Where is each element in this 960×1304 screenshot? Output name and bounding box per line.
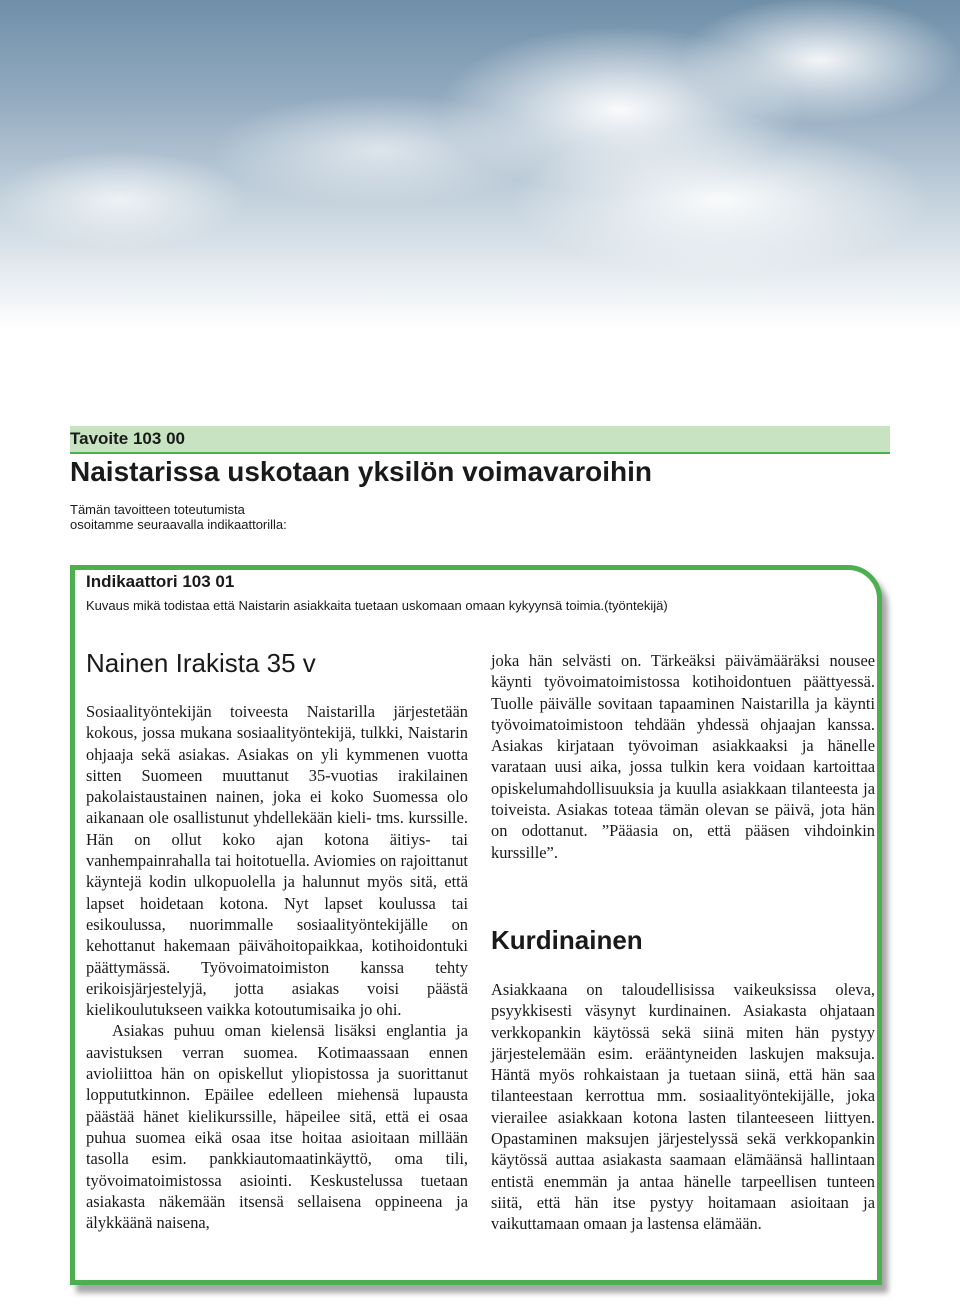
goal-label: Tavoite 103 00 <box>70 429 185 448</box>
case2-heading: Kurdinainen <box>491 925 643 955</box>
case1-paragraph-3: joka hän selvästi on. Tärkeäksi päivämääräksi nousee käynti työvoimatoimistossa kotihoidontuen päättyessä. Tuolle päivälle sovitaan tapaaminen Naistarilla ja käynti työvoimatoimistoon tehdään yhdessä ohjaajan kanssa. Asiakas kirjataan työvoiman asiakkaaksi ja hänelle varataan uusi aika, jossa tulkin kera voidaan kartoittaa opiskelumahdollisuuksia ja kuulla asiakkaan tilanteesta ja toiveista. Asiakas toteaa tämän olevan se päivä, jota hän on odottanut. ”Pääasia on, että pääsen vihdoinkin kurssille”. <box>491 651 875 862</box>
case1-paragraph-2: Asiakas puhuu oman kielensä lisäksi englantia ja aavistuksen verran suomea. Kotimaassaan ennen avioliittoa hän on opiskellut yliopistossa ja suorittanut loppututkinnon. Epäilee edelleen miehensä lupausta päästää hänet kielikurssille, häpeilee sitä, että ei osaa puhua suomea eikä osaa itse hoitaa asioitaan millään tasolla esim. pankkiautomaatinkäyttö, oma tili, työvoimatoimistossa asiointi. Keskustelussa tuetaan asiakasta näkemään itsensä sellaisena oppineena ja älykkäänä naisena, <box>86 1021 468 1233</box>
case1-heading: Nainen Irakista 35 v <box>86 648 316 678</box>
case2-paragraph: Asiakkaana on taloudellisissa vaikeuksissa oleva, psyykkisesti väsynyt kurdinainen. Asiakasta ohjataan verkkopankin käytössä sekä siinä miten hän pystyy järjestelemään esim. erääntyneiden laskujen maksuja. Häntä myös rohkaistaan ja tuetaan siinä, että hän saa tilanteestaan kerrottua mm. sosiaalityöntekijälle, joka vierailee asiakkaan kotona lasten tilanteeseen liittyen. Opastaminen maksujen järjestelyssä sekä verkkopankin käytössä auttaa asiakasta saamaan elämäänsä hallintaan entistä enemmän ja antaa hänelle tarpeellisen tunteen siitä, että hän itse pystyy hoitamaan asioitaan ja vaikuttamaan omaan ja lastensa elämään. <box>491 980 875 1234</box>
case1-left-column <box>86 701 468 1233</box>
case2-column <box>491 979 875 1235</box>
indicator-description: Kuvaus mikä todistaa että Naistarin asiakkaita tuetaan uskomaan omaan kykyynsä toimia.(työntekijä) <box>86 598 668 613</box>
goal-header-band <box>70 426 890 454</box>
indicator-title: Indikaattori 103 01 <box>86 572 235 591</box>
case1-paragraph-1: Sosiaalityöntekijän toiveesta Naistarilla järjestetään kokous, jossa mukana sosiaalityöntekijä, tulkki, Naistarin ohjaaja sekä asiakas. Asiakas on yli kymmenen vuotta sitten Suomeen muuttanut 35-vuotias irakilainen pakolaistaustainen nainen, joka ei koko Suomessa olo aikanaan ole osallistunut yhdellekään kieli- tms. kurssille. Hän on ollut koko ajan kotona äitiys- tai vanhempainrahalla tai hoitotuella. Aviomies on rajoittanut käyntejä kodin ulkopuolella ja halunnut myös sitä, että lapset hoidetaan kotona. Nyt lapset koulussa tai esikoulussa, nuorimmalle sosiaalityöntekijälle on kehottanut hakemaan päivähoitopaikkaa, kotihoidontuki päättymässä. Työvoimatoimiston kanssa tehty erikoisjärjestelyjä, jotta asiakas voisi päästä kielikoulutukseen vaikka kotoutumisaika jo ohi. <box>86 702 468 1020</box>
intro-line-1: Tämän tavoitteen toteutumista <box>70 502 245 517</box>
intro-text <box>70 502 287 532</box>
case1-right-column <box>491 650 875 863</box>
sky-background-image <box>0 0 960 330</box>
page-title: Naistarissa uskotaan yksilön voimavaroihin <box>70 456 653 487</box>
intro-line-2: osoitamme seuraavalla indikaattorilla: <box>70 517 287 532</box>
